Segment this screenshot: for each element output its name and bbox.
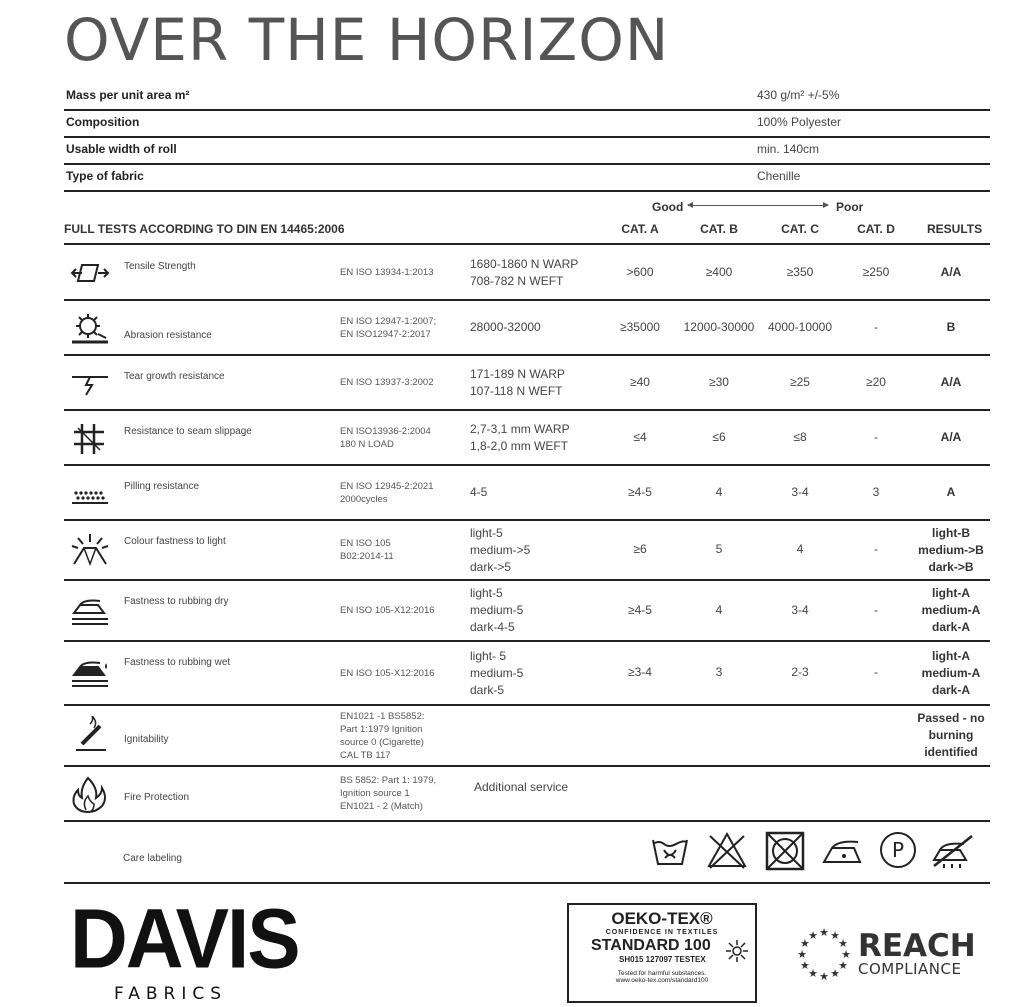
good-label: Good xyxy=(652,200,684,214)
test-name: Colour fastness to light xyxy=(124,536,226,547)
test-row xyxy=(64,245,990,300)
test-name: Fire Protection xyxy=(124,792,190,803)
seam-icon xyxy=(68,418,112,458)
cat-a-value: >600 xyxy=(626,265,654,279)
cat-a-value: ≥6 xyxy=(633,542,647,556)
cat-d-value: - xyxy=(874,430,878,444)
cat-b-value: 12000-30000 xyxy=(683,320,755,334)
dry-clean-p-icon xyxy=(878,830,918,870)
eu-star: ★ xyxy=(800,938,810,950)
cat-a-header: CAT. A xyxy=(621,222,659,236)
davis-logo-sub: FABRICS xyxy=(114,984,227,1004)
spec-label: Composition xyxy=(66,115,140,129)
cat-a-value: ≥3-4 xyxy=(628,665,652,679)
eu-star: ★ xyxy=(841,949,851,961)
test-result: Passed - no burning identified xyxy=(917,711,985,759)
cat-b-value: 3 xyxy=(715,665,723,679)
oeko-tagline: CONFIDENCE IN TEXTILES xyxy=(605,929,719,936)
no-tumble-dry-icon xyxy=(764,830,806,872)
test-row xyxy=(64,465,990,520)
test-value: Additional service xyxy=(474,780,569,794)
cat-d-value: 3 xyxy=(872,485,880,499)
test-result: B xyxy=(946,320,956,334)
test-value: 2,7-3,1 mm WARP 1,8-2,0 mm WEFT xyxy=(470,422,570,453)
cat-b-value: ≤6 xyxy=(712,430,726,444)
good-poor-arrow xyxy=(688,205,828,206)
eu-star: ★ xyxy=(797,949,807,961)
test-standard: EN ISO 13934-1:2013 xyxy=(340,267,434,278)
cat-c-value: 4 xyxy=(796,542,804,556)
spec-label: Mass per unit area m² xyxy=(66,88,190,102)
cat-a-value: ≥35000 xyxy=(620,320,660,334)
oeko-title: OEKO-TEX® xyxy=(611,909,713,928)
care-label: Care labeling xyxy=(123,853,182,864)
eu-stars-icon xyxy=(796,926,852,982)
cat-c-value: 4000-10000 xyxy=(767,320,833,334)
cat-b-value: 5 xyxy=(715,542,723,556)
cat-d-value: ≥250 xyxy=(862,265,890,279)
cat-d-value: ≥20 xyxy=(866,375,886,389)
eu-star: ★ xyxy=(819,971,829,982)
oeko-url: www.oeko-tex.com/standard100 xyxy=(615,977,709,984)
ignitability-icon xyxy=(68,716,112,756)
test-value: light- 5 medium-5 dark-5 xyxy=(470,649,524,697)
cat-a-value: ≥4-5 xyxy=(628,603,652,617)
table-rule xyxy=(64,820,990,822)
cat-c-header: CAT. C xyxy=(781,222,819,236)
cat-d-header: CAT. D xyxy=(857,222,895,236)
eu-star: ★ xyxy=(819,927,829,939)
test-result: light-A medium-A dark-A xyxy=(921,649,981,697)
bottom-rule xyxy=(64,882,990,884)
light-icon xyxy=(68,530,112,570)
pilling-icon xyxy=(68,473,112,513)
test-result: light-A medium-A dark-A xyxy=(921,586,981,634)
oeko-tex-label xyxy=(567,903,757,1003)
test-row xyxy=(64,300,990,355)
spec-value: 100% Polyester xyxy=(757,115,842,129)
spec-row xyxy=(64,136,990,165)
eu-star: ★ xyxy=(838,938,848,950)
test-standard: EN ISO 13937-3:2002 xyxy=(340,377,434,388)
rub-dry-icon xyxy=(68,591,112,631)
test-result: A/A xyxy=(940,265,962,279)
test-value: light-5 medium->5 dark->5 xyxy=(470,526,531,574)
test-row xyxy=(64,705,990,766)
test-result: A/A xyxy=(940,375,962,389)
cat-b-value: 4 xyxy=(715,603,723,617)
cat-d-value: - xyxy=(874,320,878,334)
test-value: 4-5 xyxy=(470,485,488,499)
test-standard: EN ISO 12945-2:2021 2000cycles xyxy=(340,481,434,505)
eu-star: ★ xyxy=(830,968,840,981)
spec-value: min. 140cm xyxy=(757,142,820,156)
test-result: A xyxy=(946,485,956,499)
test-name: Pilling resistance xyxy=(124,481,200,492)
test-standard: EN ISO13936-2:2004 180 N LOAD xyxy=(340,426,431,450)
poor-label: Poor xyxy=(836,200,864,214)
cat-a-value: ≥40 xyxy=(630,375,650,389)
fire-icon xyxy=(68,774,112,814)
eu-star: ★ xyxy=(808,968,818,981)
test-row xyxy=(64,355,990,410)
tensile-icon xyxy=(68,253,112,293)
cat-c-value: 3-4 xyxy=(791,603,809,617)
test-row xyxy=(64,766,990,821)
spec-value: Chenille xyxy=(757,169,801,183)
cat-d-value: - xyxy=(874,542,878,556)
test-row xyxy=(64,641,990,705)
results-header: RESULTS xyxy=(927,222,983,236)
cat-c-value: ≥25 xyxy=(790,375,810,389)
test-standard: BS 5852: Part 1: 1979, Ignition source 1 EN1021 - 2 (Match) xyxy=(340,775,437,812)
test-result: A/A xyxy=(940,430,962,444)
oeko-code: SH015 127097 TESTEX xyxy=(619,955,706,964)
cat-d-value: - xyxy=(874,603,878,617)
test-name: Tear growth resistance xyxy=(124,371,225,382)
cat-a-value: ≤4 xyxy=(633,430,647,444)
page-title: OVER THE HORIZON xyxy=(64,6,670,74)
rub-wet-icon xyxy=(68,653,112,693)
test-standard: EN ISO 12947-1:2007; EN ISO12947-2:2017 xyxy=(340,316,437,340)
test-standard: EN1021 -1 BS5852: Part 1:1979 Ignition source 0 (Cigarette) CAL TB 117 xyxy=(340,711,425,761)
test-result: light-B medium->B dark->B xyxy=(918,526,984,574)
test-row xyxy=(64,580,990,641)
test-row xyxy=(64,410,990,465)
test-value: 171-189 N WARP 107-118 N WEFT xyxy=(470,367,565,398)
care-icons xyxy=(650,830,980,874)
oeko-flower-icon xyxy=(725,939,749,963)
tear-icon xyxy=(68,363,112,403)
oeko-tested: Tested for harmful substances. xyxy=(617,970,707,977)
test-standard: EN ISO 105-X12:2016 xyxy=(340,668,435,679)
svg-text:P: P xyxy=(891,838,905,862)
test-name: Fastness to rubbing dry xyxy=(124,596,229,607)
eu-star: ★ xyxy=(830,929,840,942)
cat-b-value: 4 xyxy=(715,485,723,499)
test-standard: EN ISO 105-X12:2016 xyxy=(340,605,435,616)
cat-b-header: CAT. B xyxy=(700,222,738,236)
wash-30-icon xyxy=(650,830,690,870)
eu-star: ★ xyxy=(808,929,818,942)
spec-row xyxy=(64,163,990,192)
tests-title: FULL TESTS ACCORDING TO DIN EN 14465:2006 xyxy=(64,222,345,236)
no-steam-icon xyxy=(930,830,976,870)
cat-a-value: ≥4-5 xyxy=(628,485,652,499)
test-name: Ignitability xyxy=(124,734,169,745)
test-value: light-5 medium-5 dark-4-5 xyxy=(470,586,524,634)
iron-low-icon xyxy=(820,830,864,870)
reach-logo-title: REACH xyxy=(858,928,976,964)
oeko-standard: STANDARD 100 xyxy=(591,937,711,954)
abrasion-icon xyxy=(68,308,112,348)
test-name: Resistance to seam slippage xyxy=(124,426,252,437)
test-row xyxy=(64,520,990,580)
cat-b-value: ≥30 xyxy=(709,375,729,389)
test-name: Abrasion resistance xyxy=(124,330,212,341)
reach-logo-sub: COMPLIANCE xyxy=(858,960,962,978)
test-value: 28000-32000 xyxy=(470,320,541,334)
spec-label: Type of fabric xyxy=(66,169,144,183)
test-name: Fastness to rubbing wet xyxy=(124,657,231,668)
spec-row xyxy=(64,109,990,138)
test-name: Tensile Strength xyxy=(124,261,196,272)
test-standard: EN ISO 105 B02:2014-11 xyxy=(340,538,394,562)
cat-d-value: - xyxy=(874,665,878,679)
spec-label: Usable width of roll xyxy=(66,142,177,156)
cat-c-value: ≥350 xyxy=(786,265,814,279)
eu-star: ★ xyxy=(800,960,810,972)
davis-logo: DAVIS xyxy=(70,891,299,986)
cat-c-value: 3-4 xyxy=(791,485,809,499)
spec-row xyxy=(64,82,990,111)
eu-star: ★ xyxy=(838,960,848,972)
spec-value: 430 g/m² +/-5% xyxy=(757,88,840,102)
no-bleach-icon xyxy=(706,830,748,870)
cat-b-value: ≥400 xyxy=(705,265,733,279)
cat-c-value: ≤8 xyxy=(793,430,807,444)
test-value: 1680-1860 N WARP 708-782 N WEFT xyxy=(470,257,579,288)
cat-c-value: 2-3 xyxy=(791,665,809,679)
